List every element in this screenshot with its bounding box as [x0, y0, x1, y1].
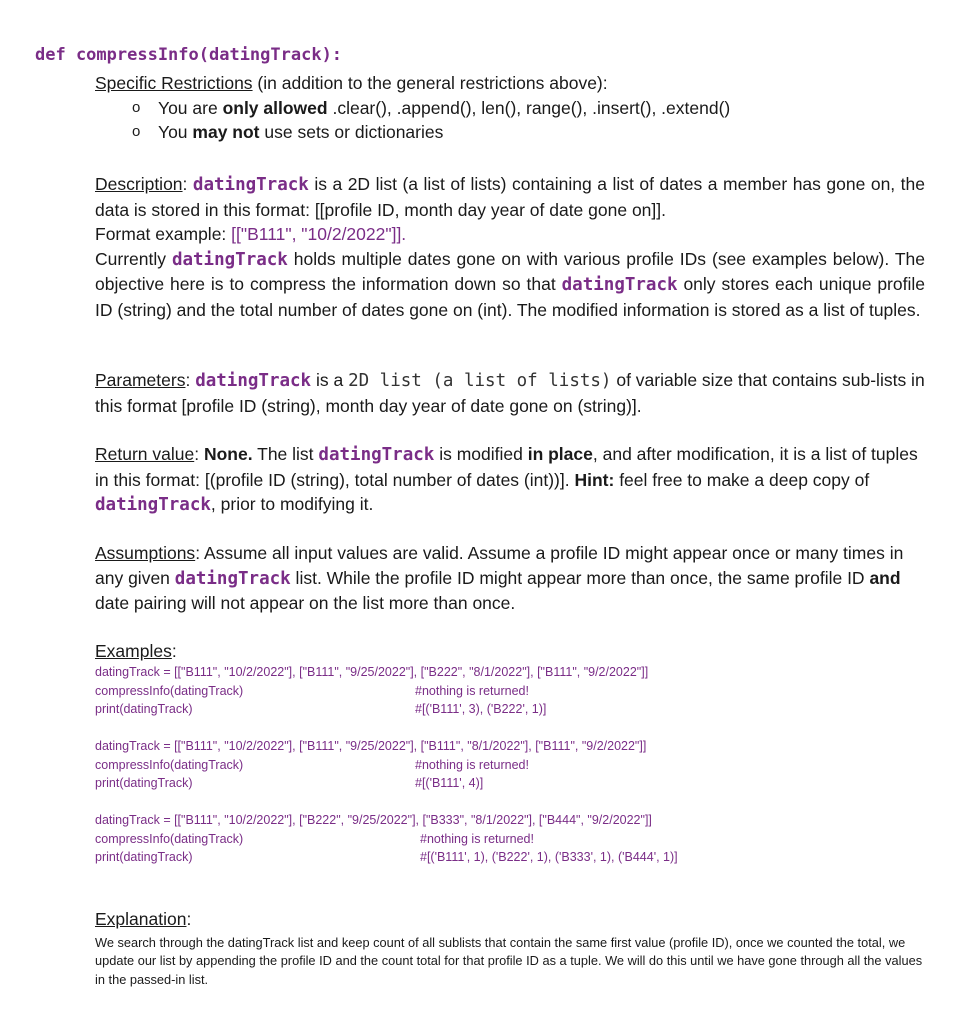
format-value: [["B111", "10/2/2022"]]. — [231, 224, 407, 245]
parameters-text: is a — [311, 370, 349, 390]
var-datingtrack: datingTrack — [171, 249, 288, 270]
parameters-label: Parameters — [95, 370, 186, 390]
example-call-comment: #nothing is returned! — [415, 683, 529, 698]
description-section — [95, 172, 925, 323]
example-print-comment: #[('B111', 4)] — [415, 776, 484, 790]
return-text: , and after modification, it is a list of tuples in this format: [(profile ID (string), total number of dates (int))]. — [95, 444, 918, 490]
example-call: compressInfo(datingTrack) — [95, 683, 244, 698]
var-datingtrack: datingTrack — [95, 495, 211, 516]
bullet-icon: o — [132, 123, 141, 141]
bullet-icon: o — [132, 98, 141, 116]
example-call: compressInfo(datingTrack) — [95, 757, 244, 772]
return-text: , prior to modifying it. — [210, 494, 374, 515]
separator: : — [195, 543, 204, 563]
separator: : — [171, 641, 177, 661]
example-print-comment: #[('B111', 1), ('B222', 1), ('B333', 1), ('B444', 1)] — [420, 850, 678, 864]
assumptions-bold: and — [869, 567, 901, 588]
assumptions-text: list. While the profile ID might appear more than once, the same profile ID — [290, 567, 870, 588]
format-label: Format example: — [95, 224, 232, 245]
restriction-text: You are — [158, 97, 223, 118]
assumptions-text: date pairing will not appear on the list more than once. — [95, 593, 516, 614]
var-datingtrack: datingTrack — [174, 568, 291, 589]
example-print: print(datingTrack) — [95, 776, 193, 790]
example-assign: datingTrack = [["B111", "10/2/2022"], ["B111", "9/25/2022"], ["B111", "8/1/2022"], ["B111", "9/2/2022"]] — [95, 739, 647, 753]
assumptions-section — [95, 541, 925, 616]
description-text: only stores each unique profile ID (string) and the total number of dates gone on (int). The modified information is stored as a list of tuples. — [95, 274, 925, 320]
restriction-text: You — [158, 122, 193, 143]
restrictions-heading: Specific Restrictions — [95, 73, 253, 93]
return-text: The list — [252, 444, 319, 464]
example-call-comment: #nothing is returned! — [420, 831, 534, 846]
var-datingtrack: datingTrack — [561, 275, 678, 296]
restriction-text: .clear(), .append(), len(), range(), .insert(), .extend() — [327, 97, 731, 118]
hint-label: Hint: — [574, 469, 615, 490]
example-assign: datingTrack = [["B111", "10/2/2022"], ["B222", "9/25/2022"], ["B333", "8/1/2022"], ["B444", "9/2/2022"]] — [95, 813, 652, 827]
restrictions-section — [95, 71, 935, 145]
description-text: Currently — [95, 248, 172, 269]
example-print-comment: #[('B111', 3), ('B222', 1)] — [415, 702, 547, 716]
assumptions-label: Assumptions — [95, 543, 196, 563]
restriction-text: use sets or dictionaries — [259, 122, 444, 143]
restriction-bold: only allowed — [222, 97, 328, 118]
assumptions-text: Assume all input values are valid. Assume a profile ID might appear once or many times in any given — [95, 543, 904, 588]
return-text: feel free to make a deep copy of — [614, 469, 870, 490]
var-datingtrack: datingTrack — [318, 445, 435, 465]
parameters-text: of variable size that contains sub-lists in this format [profile ID (string), month day year of date gone on (string)]. — [95, 370, 925, 416]
example-block — [95, 811, 915, 867]
example-call: compressInfo(datingTrack) — [95, 831, 244, 846]
return-bold: None. — [203, 444, 253, 464]
example-block — [95, 737, 915, 793]
return-text: is modified — [434, 444, 528, 464]
restriction-item — [95, 120, 935, 145]
example-print: print(datingTrack) — [95, 850, 193, 864]
example-block — [95, 663, 915, 719]
parameters-section — [95, 368, 925, 418]
separator: : — [182, 174, 193, 194]
explanation-text: We search through the datingTrack list and keep count of all sublists that contain the same first value (profile ID), once we counted the total, we update our list by appending the profile ID and the count total for that profile ID as a tuple. We will do this until we have gone through all the values in the passed-in list. — [95, 934, 923, 987]
restriction-item — [95, 96, 935, 121]
example-assign: datingTrack = [["B111", "10/2/2022"], ["B111", "9/25/2022"], ["B222", "8/1/2022"], ["B111", "9/2/2022"]] — [95, 665, 649, 679]
example-print: print(datingTrack) — [95, 702, 193, 716]
return-bold: in place — [527, 444, 593, 464]
var-datingtrack: datingTrack — [192, 175, 309, 195]
example-call-comment: #nothing is returned! — [415, 757, 529, 772]
description-label: Description — [95, 174, 183, 194]
function-signature: def compressInfo(datingTrack): — [35, 45, 343, 65]
explanation-label: Explanation — [95, 909, 187, 929]
separator: : — [194, 444, 204, 464]
description-text: is a 2D list (a list of lists) containing a list of dates a member has gone on, the data is stored in this format: [[profile ID, month day year of date gone on]]. — [95, 174, 925, 220]
return-value-label: Return value — [95, 444, 195, 464]
restriction-bold: may not — [192, 122, 260, 143]
separator: : — [186, 909, 192, 929]
examples-heading — [95, 639, 177, 664]
separator: : — [185, 370, 196, 390]
restrictions-heading-rest: (in addition to the general restrictions above): — [252, 73, 608, 93]
return-value-section — [95, 442, 925, 518]
explanation-section — [95, 907, 930, 989]
description-text: holds multiple dates gone on with various profile IDs (see examples below). The objective here is to compress the information down so that — [95, 248, 925, 295]
parameters-type: 2D list (a list of lists) — [348, 371, 612, 391]
examples-label: Examples — [95, 641, 172, 661]
var-datingtrack: datingTrack — [195, 371, 312, 391]
